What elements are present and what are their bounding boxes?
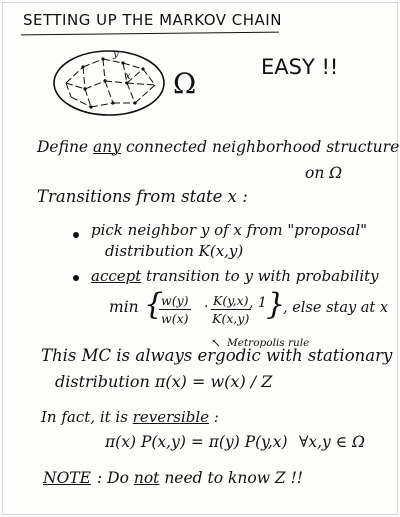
min-one: , 1 [249,295,267,311]
note-post: need to know Z !! [159,469,304,487]
graph-nodes [81,57,144,108]
define-pre: Define [37,138,94,156]
define-line-1 [37,138,399,156]
min-word: min [109,298,139,316]
proposal-ratio [211,293,251,326]
bullet-accept [73,275,79,281]
reversible-post: : [209,408,219,426]
proposal-ratio-numerator: K(y,x) [213,293,249,308]
reversible-word: reversible [132,408,210,426]
accept-line [91,267,379,285]
state-space-graph [51,45,171,125]
note-text [97,469,303,487]
reversible-pre: In fact, it is [41,408,133,426]
multiply-dot: · [204,299,209,315]
page-title: SETTING UP THE MARKOV CHAIN [23,11,282,29]
title-underline [21,32,279,36]
detailed-balance-equation: π(x) P(x,y) = π(y) P(y,x) [105,433,288,451]
node-label-x: x [125,71,131,82]
weight-ratio [159,293,191,326]
transitions-heading: Transitions from state x : [37,187,248,206]
bullet-pick [73,232,79,238]
neighborhood-edges [66,59,155,107]
proposal-ratio-denominator: K(x,y) [212,311,250,326]
pick-line-1: pick neighbor y of x from "proposal" [91,221,368,239]
right-brace: } [266,287,286,322]
note-label [43,469,91,487]
metropolis-label: Metropolis rule [227,337,310,349]
weight-ratio-numerator: w(y) [161,293,189,308]
ergodic-line-1: This MC is always ergodic with stationary [41,346,393,365]
accept-word: accept [91,267,142,285]
weight-ratio-denominator: w(x) [161,311,189,326]
note-not: not [133,469,160,487]
note-page [2,2,398,515]
reversible-line [41,408,219,426]
accept-rest: transition to y with probability [141,267,379,285]
else-stay: , else stay at x [283,300,389,316]
ergodic-line-2: distribution π(x) = w(x) / Z [55,372,273,391]
forall-clause: ∀x,y ∈ Ω [299,433,365,451]
note-word: NOTE [43,469,91,487]
omega-label: Ω [173,67,197,100]
define-any: any [93,138,122,156]
metropolis-arrow-icon: ↖ [211,336,222,350]
note-pre: : Do [97,469,134,487]
define-post: connected neighborhood structure [121,138,400,156]
left-brace: { [144,287,164,322]
define-line-2: on Ω [305,164,343,182]
easy-annotation: EASY !! [261,55,339,79]
node-label-y: y [113,49,119,60]
pick-line-2: distribution K(x,y) [105,242,244,260]
